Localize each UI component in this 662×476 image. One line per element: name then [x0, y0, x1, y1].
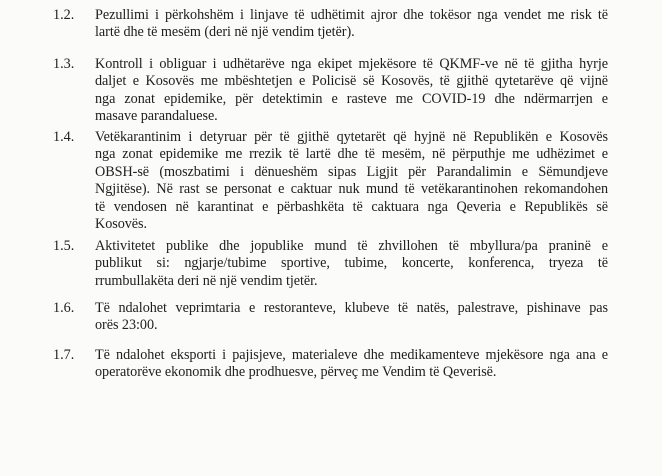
clause-number: 1.5. [53, 238, 75, 254]
clause-line: të vendosen në karantinat e përbashkëta të caktuara nga Qeveria e Republikës së [95, 198, 608, 215]
clause-line: masave parandaluese. [95, 108, 218, 125]
clause-line: operatorëve ekonomik dhe prodhuesve, përveç me Vendim të Qeverisë. [95, 364, 497, 381]
clause-line: Të ndalohet eksporti i pajisjeve, materialeve dhe medikamenteve mjekësore nga ana e [95, 347, 608, 363]
clause-number: 1.4. [53, 129, 75, 145]
clause-line: Vetëkarantinim i detyruar për të gjithë qytetarët që hyjnë në Republikën e Kosovës [95, 129, 608, 145]
clause-number: 1.6. [53, 300, 75, 316]
clause-line: publikut si: ngjarje/tubime sportive, tubime, koncerte, konferenca, tryeza të [95, 255, 608, 272]
clause-line: Aktivitetet publike dhe jopublike mund të zhvillohen të mbyllura/pa praninë e [95, 238, 608, 254]
clause-line: rrumbullakëta deri në një vendim tjetër. [95, 272, 318, 289]
clause-text [95, 347, 608, 382]
clause-text [95, 7, 608, 42]
clause-line: orës 23:00. [95, 317, 158, 334]
clause-text [95, 129, 608, 233]
clause-line: nga zonat epidemike, për detektimin e rasteve me COVID-19 dhe ndërmarrjen e [95, 90, 608, 107]
clause-text [95, 56, 608, 126]
clause-text [95, 238, 608, 290]
clause-line: Kosovës. [95, 216, 148, 233]
clause-line: Kontroll i obliguar i udhëtarëve nga ekipet mjekësore të QKMF-ve në të gjitha hyrje [95, 56, 608, 72]
clause-line: daljet e Kosovës me mbështetjen e Policisë së Kosovës, të gjithë qytetarëve që vijnë [95, 73, 608, 90]
clause-line: Ngjitëse). Në rast se personat e caktuar nuk mund të vetëkarantinohen rekomandohen [95, 181, 608, 198]
clause-text [95, 300, 608, 335]
clause-line: nga zonat epidemike me rrezik të lartë dhe të mesëm, në përputhje me udhëzimet e [95, 146, 608, 163]
clause-line: OBSH-së (moszbatimi i dënueshëm sipas Ligjit për Parandalimin e Sëmundjeve [95, 163, 608, 180]
clause-line: Pezullimi i përkohshëm i linjave të udhëtimit ajror dhe tokësor nga vendet me risk të [95, 7, 608, 23]
clause-line: lartë dhe të mesëm (deri në një vendim tjetër). [95, 24, 355, 41]
clause-line: Të ndalohet veprimtaria e restoranteve, klubeve të natës, palestrave, pishinave pas [95, 300, 608, 316]
clause-number: 1.2. [53, 7, 75, 23]
clause-number: 1.3. [53, 56, 75, 72]
clause-number: 1.7. [53, 347, 75, 363]
